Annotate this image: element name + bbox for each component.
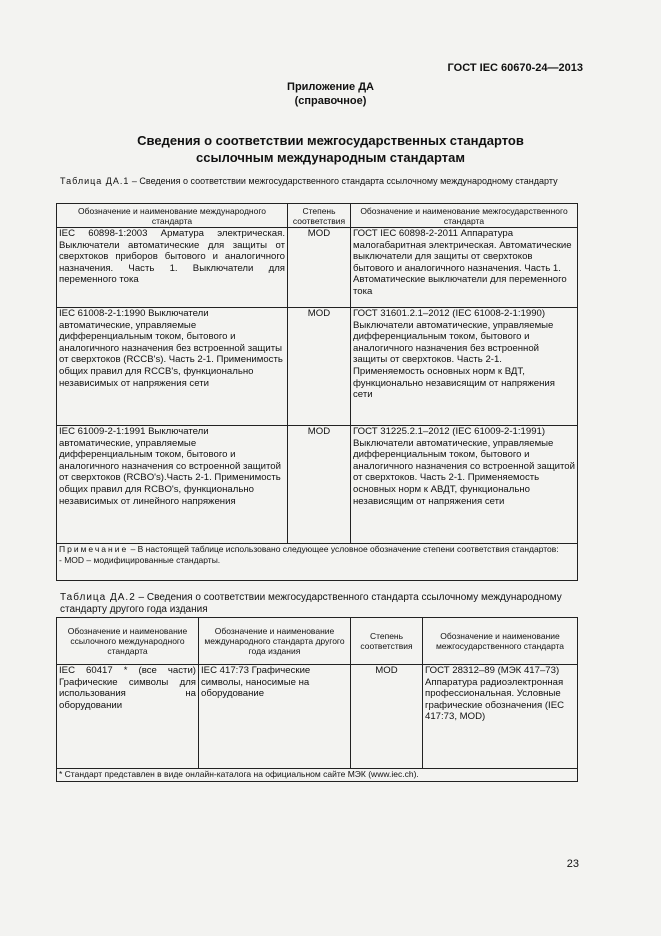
table-row <box>57 665 578 769</box>
table2-header-interstate: Обозначение и наименование межгосударственного стандарта <box>423 618 578 665</box>
table2-cell-ref: IEC 60417 * (все части) Графические символы для использования на оборудовании <box>57 665 199 769</box>
page-number: 23 <box>566 858 579 870</box>
table-row <box>57 228 578 308</box>
table2-cell-other: IEC 417:73 Графические символы, наносимые на оборудование <box>199 665 351 769</box>
table2-footnote-row <box>57 769 578 782</box>
table1-caption-label: Таблица ДА.1 <box>60 176 130 186</box>
appendix-title: Приложение ДА <box>287 81 374 93</box>
table1-cell-intl: IEC 61008-2-1:1990 Выключатели автоматические, управляемые дифференциальным током, бытового и аналогичного назначения без встроенной защиты от сверхтоков (RCCB's). Часть 2-1. Применимость общих правил для RCCB's, функционально независимых от напряжения сети <box>57 308 288 426</box>
table1-note-text: – В настоящей таблице использовано следующее условное обозначение степени соответствия стандартов: <box>128 544 559 554</box>
table1-cell-intl: IEC 60898-1:2003 Арматура электрическая. Выключатели автоматические для защиты от сверхтоков приборов бытового и аналогичного назначения. Часть 1. Выключатели для переменного тока <box>57 228 288 308</box>
document-standard-header: ГОСТ IEC 60670-24—2013 <box>447 62 583 74</box>
table2-caption-label: Таблица ДА.2 <box>60 592 136 603</box>
table1-header-interstate: Обозначение и наименование межгосударственного стандарта <box>351 204 578 228</box>
table2-caption-text: – Сведения о соответствии межгосударственного стандарта ссылочному международному стандарту другого года издания <box>60 592 562 615</box>
table1-cell-interstate: ГОСТ 31225.2.1–2012 (IEC 61009-2-1:1991) Выключатели автоматические, управляемые дифференциальным током, бытового и аналогичного назначения со встроенной защитой от сверхтоков. Часть 2-1. Применяемость основных норм к АВДТ, функционально независящим от напряжения сети <box>351 426 578 544</box>
table1-cell-degree: MOD <box>288 308 351 426</box>
table1-note-row <box>57 544 578 581</box>
table1-header-row <box>57 204 578 228</box>
table2-cell-degree: MOD <box>351 665 423 769</box>
table1-header-degree: Степень соответствия <box>288 204 351 228</box>
table1-cell-interstate: ГОСТ 31601.2.1–2012 (IEC 61008-2-1:1990) Выключатели автоматические, управляемые дифференциальным током, бытового и аналогичного назначения без встроенной защиты от сверхтоков. Часть 2-1. Применяемость основных норм к ВДТ, функционально независящим от напряжения сети <box>351 308 578 426</box>
table1-cell-degree: MOD <box>288 228 351 308</box>
table1 <box>56 203 578 581</box>
table2-cell-interstate: ГОСТ 28312–89 (МЭК 417–73) Аппаратура радиоэлектронная профессиональная. Условные графические обозначения (IEC 417:73, MOD) <box>423 665 578 769</box>
table2-header-other: Обозначение и наименование международного стандарта другого года издания <box>199 618 351 665</box>
table1-note <box>57 544 578 581</box>
table1-cell-degree: MOD <box>288 426 351 544</box>
table1-caption-text: – Сведения о соответствии межгосударственного стандарта ссылочному международному стандарту <box>129 176 558 186</box>
table2-header-degree: Степень соответствия <box>351 618 423 665</box>
section-title <box>0 132 661 166</box>
table1-cell-interstate: ГОСТ IEC 60898-2-2011 Аппаратура малогабаритная электрическая. Автоматические выключатели для защиты от сверхтоков бытового и аналогичного назначения. Часть 1. Автоматические выключатели для переменного тока <box>351 228 578 308</box>
table1-cell-intl: IEC 61009-2-1:1991 Выключатели автоматические, управляемые дифференциальным током, бытового и аналогичного назначения со встроенной защитой от сверхтоков (RCBO's).Часть 2-1. Применимость общих правил для RCBO's, функционально независимых от линейного напряжения <box>57 426 288 544</box>
appendix-subtitle: (справочное) <box>294 95 367 107</box>
table2-footnote: * Стандарт представлен в виде онлайн-каталога на официальном сайте МЭК (www.iec.ch). <box>57 769 578 782</box>
table1-note-item: - MOD – модифицированные стандарты. <box>59 554 221 565</box>
table1-caption <box>60 176 580 187</box>
appendix-heading <box>0 80 661 108</box>
table-row <box>57 426 578 544</box>
table2-header-ref: Обозначение и наименование ссылочного международного стандарта <box>57 618 199 665</box>
table1-note-label: Примечание <box>59 544 129 554</box>
table-row <box>57 308 578 426</box>
table1-header-intl: Обозначение и наименование международного стандарта <box>57 204 288 228</box>
table2-header-row <box>57 618 578 665</box>
section-title-line1: Сведения о соответствии межгосударственных стандартов <box>137 133 524 148</box>
section-title-line2: ссылочным международным стандартам <box>196 150 465 165</box>
table2 <box>56 617 578 782</box>
table2-caption <box>60 592 580 616</box>
